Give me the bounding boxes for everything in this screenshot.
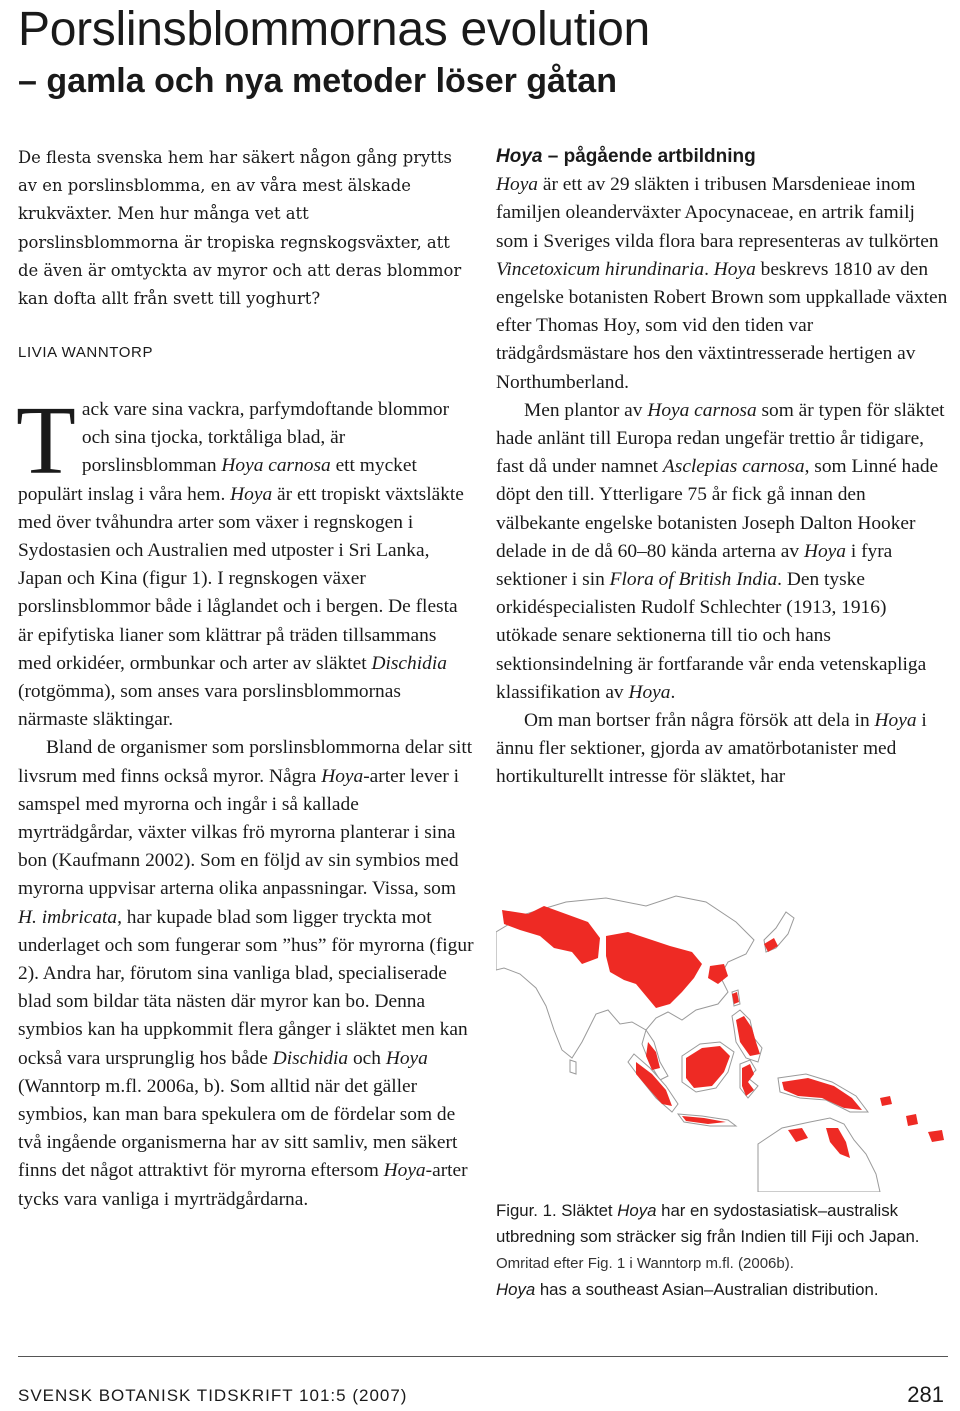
body-paragraph-3: Hoya är ett av 29 släkten i tribusen Marsdenieae inom familjen oleanderväxter Apocynaceae, en artrik familj som i Sveriges vilda flora bara representeras av tulkörten Vincetoxicum hirundinaria. Hoya beskrevs 1810 av den engelske botanisten Robert Brown som uppkallade växten efter Thomas Hoy, som vid den tiden var trädgårdsmästare hos den växtintresserade hertigen av Northumberland. [496, 174, 948, 393]
author-name: LIVIA WANNTORP [18, 344, 154, 361]
column-right [496, 143, 950, 792]
footer-rule [18, 1356, 948, 1357]
range-pacific-2 [906, 1114, 918, 1126]
caption-english: has a southeast Asian–Australian distribution. [535, 1280, 879, 1300]
lead-paragraph: De flesta svenska hem har säkert någon gång prytts av en porslinsblomma, en av våra mest älskade krukväxter. Men hur många vet att porslinsblommorna är tropiska regnskogsväxter, att de även är omtyckta av myror och att deras blommor kan dofta allt från svett till yoghurt? [18, 148, 462, 309]
range-philippines [736, 1016, 760, 1056]
body-paragraph-1: Tack vare sina vackra, parfymdoftande blommor och sina tjocka, torktåliga blad, är porslinsblomman Hoya carnosa ett mycket populärt inslag i våra hem. Hoya är ett tropiskt växtsläkte med över tvåhundra arter som växer i regnskogen i Sydostasien och Australien med utposter i Sri Lanka, Japan och Kina (figur 1). I regnskogen växer porslinsblommor både i låglandet och i bergen. De flesta är epifytiska lianer som klättrar på träden tillsammans med orkidéer, ormbunkar och arter av släktet Dischidia (rotgömma), som anses vara porslinsblommornas närmaste släktingar. [16, 387, 464, 731]
range-pacific-3 [928, 1130, 944, 1142]
page-number: 281 [907, 1382, 944, 1407]
body-paragraph-4: Men plantor av Hoya carnosa som är typen för släktet hade anlänt till Europa redan ungefär trettio år tidigare, fast då under namnet Asclepias carnosa, som Linné hade döpt den till. Ytterligare 75 år fick gå innan den välbekante engelske botanisten Joseph Dalton Hooker delade in de då 60–80 kända arterna av Hoya i fyra sektioner i sin Flora of British India. Den tyske orkidéspecialisten Rudolf Schlechter (1913, 1916) utökade senare sektionerna till tio och hans sektionsindelning är fortfarande vår enda vetenskapliga klassifikation av Hoya. [496, 399, 945, 703]
range-pacific-1 [880, 1096, 892, 1106]
article-title: Porslinsblommornas evolution [18, 3, 650, 56]
land-australia [758, 1118, 880, 1192]
figure-caption: Figur. 1. Släktet Hoya har en sydostasiatisk–australisk utbredning som sträcker sig från Indien till Fiji och Japan. Omritad efter Fig. 1 i Wanntorp m.fl. (2006b). Hoya has a southeast Asian–Australian distribution. [496, 1201, 920, 1300]
article-subtitle: – gamla och nya metoder löser gåtan [18, 62, 617, 100]
body-paragraph-5: Om man bortser från några försök att dela in Hoya i ännu fler sektioner, gjorda av amatörbotanister med hortikulturellt intresse för släktet, har [496, 710, 927, 788]
caption-english-species: Hoya [496, 1280, 536, 1300]
section-heading: Hoya – pågående artbildning [496, 146, 756, 167]
distribution-map [496, 892, 958, 1192]
body-paragraph-2: Bland de organismer som porslinsblommorna delar sitt livsrum med finns också myror. Några Hoya-arter lever i samspel med myrorna och ingår i så kallade myrträdgårdar, växter vilkas frö myrorna planterar i sina bon (Kaufmann 2002). Som en följd av sin symbios med myrorna uppvisar arterna olika anpassningar. Vissa, som H. imbricata, har kupade blad som ligger tryckta mot underlaget och som fungerar som ”hus” för myrorna (figur 2). Andra har, förutom sina vanliga blad, specialiserade blad som bildar täta nästen där myror kan bo. Denna symbios kan ha uppkommit flera gånger i släktet men kan också vara ursprunglig hos både Dischidia och Hoya (Wanntorp m.fl. 2006a, b). Som alltid när det gäller symbios, kan man bara spekulera om de fördelar som de två ingående organismerna har av sitt samliv, men säkert finns det något attraktivt för myrorna eftersom Hoya-arter tycks vara vanliga i myrträdgårdarna. [18, 737, 474, 1210]
caption-source-note: Omritad efter Fig. 1 i Wanntorp m.fl. (2006b). [496, 1255, 794, 1273]
journal-name: SVENSK BOTANISK TIDSKRIFT 101:5 (2007) [18, 1386, 408, 1405]
column-left [16, 387, 474, 1214]
land-sri-lanka [570, 1060, 576, 1074]
drop-cap: T [16, 387, 76, 495]
